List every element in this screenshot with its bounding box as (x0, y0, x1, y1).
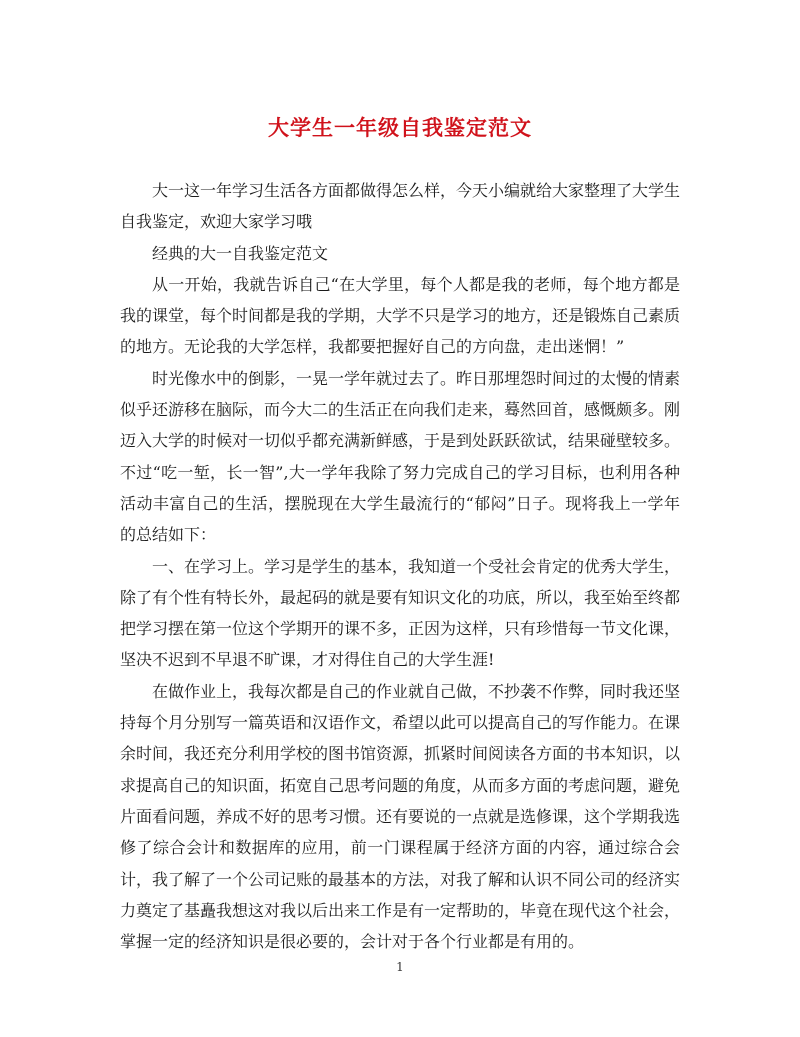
document-title: 大学生一年级自我鉴定范文 (268, 115, 532, 140)
document-body (120, 175, 680, 957)
paragraph-intro: 大一这一年学习生活各方面都做得怎么样，今天小编就给大家整理了大学生自我鉴定，欢迎大家学习哦 (120, 181, 681, 232)
paragraph: 时光像水中的倒影，一晃一学年就过去了。昨日那埋怨时间过的太慢的情素似乎还游移在脑际，而今大二的生活正在向我们走来，蓦然回首，感慨颇多。刚迈入大学的时候对一切似乎都充满新鲜感，于是到处跃跃欲试，结果碰壁较多。不过“吃一堑，长一智”,大一学年我除了努力完成自己的学习目标，也利用各种活动丰富自己的生活，摆脱现在大学生最流行的“郁闷”日子。现将我上一学年的总结如下： (120, 368, 681, 545)
paragraph: 从一开始，我就告诉自己“在大学里，每个人都是我的老师，每个地方都是我的课堂，每个时间都是我的学期，大学不只是学习的地方，还是锻炼自己素质的地方。无论我的大学怎样，我都要把握好自己的方向盘，走出迷惘！” (120, 274, 681, 357)
page-number: 1 (396, 960, 404, 974)
paragraph: 在做作业上，我每次都是自己的作业就自己做，不抄袭不作弊，同时我还坚持每个月分别写一篇英语和汉语作文，希望以此可以提高自己的写作能力。在课余时间，我还充分利用学校的图书馆资源，抓紧时间阅读各方面的书本知识，以求提高自己的知识面，拓宽自己思考问题的角度，从而多方面的考虑问题，避免片面看问题，养成不好的思考习惯。还有要说的一点就是选修课，这个学期我选修了综合会计和数据库的应用，前一门课程属于经济方面的内容，通过综合会计，我了解了一个公司记账的最基本的方法，对我了解和认识不同公司的经济实力奠定了基矗我想这对我以后出来工作是有一定帮助的，毕竟在现代这个社会，掌握一定的经济知识是很必要的，会计对于各个行业都是有用的。 (120, 681, 681, 952)
paragraph: 一、在学习上。学习是学生的基本，我知道一个受社会肯定的优秀大学生，除了有个性有特长外，最起码的就是要有知识文化的功底，所以，我至始至终都把学习摆在第一位这个学期开的课不多，正因为这样，只有珍惜每一节文化课，坚决不迟到不早退不旷课，才对得住自己的大学生涯! (120, 556, 681, 670)
paragraph-subheading: 经典的大一自我鉴定范文 (152, 243, 329, 263)
